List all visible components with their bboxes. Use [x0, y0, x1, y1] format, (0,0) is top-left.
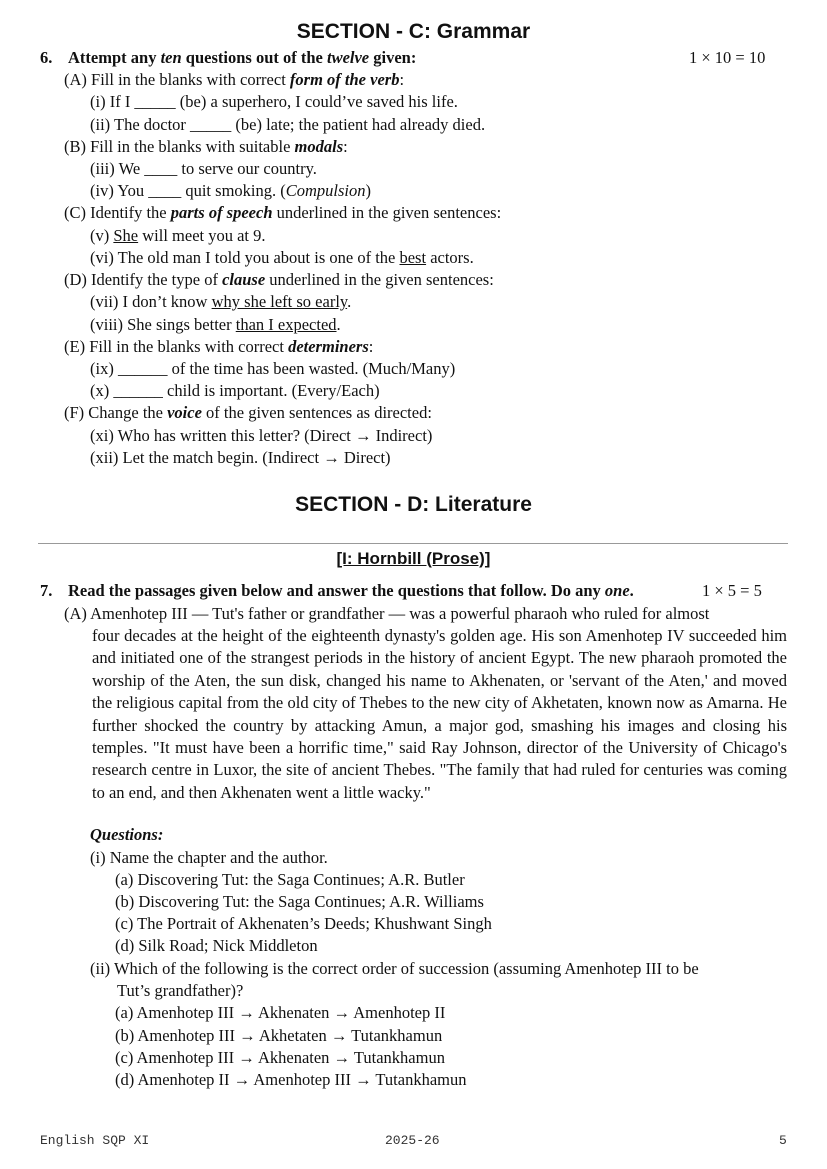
q7-i-option-c: (c) The Portrait of Akhenaten’s Deeds; Khushwant Singh	[115, 914, 492, 933]
q7-ii-option-c: (c) Amenhotep III → Akhenaten → Tutankhamun	[115, 1048, 445, 1067]
q6-item-ix: (ix) ______ of the time has been wasted. (Much/Many)	[90, 359, 456, 378]
q6-item-xii: (xii) Let the match begin. (Indirect → Direct)	[90, 448, 391, 467]
q6-item-i: (i) If I _____ (be) a superhero, I could’ve saved his life.	[90, 92, 458, 111]
q6-part-a: (A) Fill in the blanks with correct form of the verb:	[64, 70, 405, 89]
q7-instruction: Read the passages given below and answer the questions that follow. Do any one.	[68, 581, 634, 600]
q6-item-iv: (iv) You ____ quit smoking. (Compulsion)	[90, 181, 371, 200]
q7-ii-option-d: (d) Amenhotep II → Amenhotep III → Tutankhamun	[115, 1070, 467, 1089]
q6-item-vii: (vii) I don’t know why she left so early.	[90, 292, 352, 311]
q6-item-vi: (vi) The old man I told you about is one of the best actors.	[90, 248, 474, 267]
q6-part-b: (B) Fill in the blanks with suitable modals:	[64, 137, 348, 156]
q6-part-c: (C) Identify the parts of speech underlined in the given sentences:	[64, 203, 502, 222]
passage-a-body: four decades at the height of the eighteenth dynasty's golden age. His son Amenhotep IV succeeded him and initiated one of the strangest periods in the history of ancient Egypt. The new pharaoh promoted the worship of the Aten, the sun disk, changed his name to Akhenaten, or 'servant of the Aten,' and moved the religious capital from the old city of Thebes to the new city of Akhetaten, known now as Amarna. He further shocked the country by attacking Amun, a major god, smashing his images and closing his temples. "It must have been a horrific time," said Ray Johnson, director of the University of Chicago's research centre in Luxor, the site of ancient Thebes. "The family that had ruled for centuries was coming to an end, and then Akhenaten went a little wacky."	[92, 626, 787, 802]
q7-number: 7.	[40, 581, 53, 600]
q7-question-ii-cont: Tut’s grandfather)?	[117, 981, 244, 1000]
footer-subject: English SQP XI	[40, 1133, 150, 1148]
q7-ii-option-b: (b) Amenhotep III → Akhetaten → Tutankhamun	[115, 1026, 443, 1045]
q7-question-ii: (ii) Which of the following is the correct order of succession (assuming Amenhotep III to be	[90, 959, 699, 978]
q7-i-option-a: (a) Discovering Tut: the Saga Continues; A.R. Butler	[115, 870, 465, 889]
q7-i-option-d: (d) Silk Road; Nick Middleton	[115, 936, 318, 955]
q6-item-xi: (xi) Who has written this letter? (Direct → Indirect)	[90, 426, 433, 445]
q6-item-v: (v) She will meet you at 9.	[90, 226, 266, 245]
q7-ii-option-a: (a) Amenhotep III → Akhenaten → Amenhotep II	[115, 1003, 446, 1022]
q6-marks: 1 × 10 = 10	[689, 48, 766, 67]
section-c-title: SECTION - C: Grammar	[296, 20, 531, 43]
q6-instruction: Attempt any ten questions out of the twelve given:	[68, 48, 417, 67]
q6-item-ii: (ii) The doctor _____ (be) late; the patient had already died.	[90, 115, 486, 134]
q6-part-f: (F) Change the voice of the given sentences as directed:	[64, 403, 432, 422]
footer-session: 2025-26	[385, 1133, 440, 1148]
passage-a-first-line: (A) Amenhotep III — Tut's father or grandfather — was a powerful pharaoh who ruled for almost	[64, 604, 710, 623]
q6-part-e: (E) Fill in the blanks with correct determiners:	[64, 337, 374, 356]
questions-label: Questions:	[90, 825, 164, 844]
q7-marks: 1 × 5 = 5	[702, 581, 762, 600]
section-divider	[38, 543, 788, 544]
q7-i-option-b: (b) Discovering Tut: the Saga Continues; A.R. Williams	[115, 892, 484, 911]
hornbill-prose-heading: [I: Hornbill (Prose)]	[336, 549, 491, 568]
q6-item-iii: (iii) We ____ to serve our country.	[90, 159, 317, 178]
q7-question-i: (i) Name the chapter and the author.	[90, 848, 328, 867]
q6-part-d: (D) Identify the type of clause underlined in the given sentences:	[64, 270, 494, 289]
section-d-title: SECTION - D: Literature	[295, 493, 532, 516]
q6-number: 6.	[40, 48, 53, 67]
q6-item-viii: (viii) She sings better than I expected.	[90, 315, 341, 334]
footer-page-number: 5	[779, 1133, 787, 1148]
q6-item-x: (x) ______ child is important. (Every/Each)	[90, 381, 380, 400]
